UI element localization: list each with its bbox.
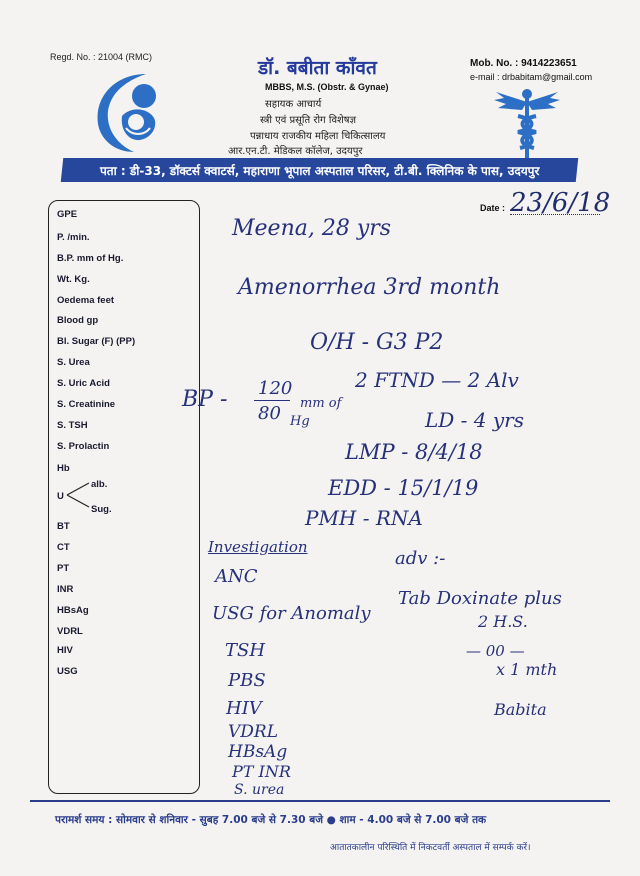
field-urine: U bbox=[57, 491, 64, 502]
urine-brace-icon bbox=[65, 479, 91, 509]
field-gpe: GPE bbox=[57, 209, 78, 220]
examination-panel bbox=[48, 200, 200, 794]
field-urea: S. Urea bbox=[57, 357, 90, 368]
investigation-hbsag: HBsAg bbox=[228, 742, 288, 762]
investigation-tsh: TSH bbox=[225, 640, 266, 661]
lmp-date: LMP - 8/4/18 bbox=[345, 440, 483, 464]
investigation-pt-inr: PT INR bbox=[232, 762, 291, 781]
doctor-degrees: MBBS, M.S. (Obstr. & Gynae) bbox=[265, 82, 389, 92]
bp-unit: mm of bbox=[300, 396, 342, 411]
field-uric-acid: S. Uric Acid bbox=[57, 378, 110, 389]
field-blood-group: Blood gp bbox=[57, 315, 99, 326]
last-delivery: LD - 4 yrs bbox=[425, 408, 524, 432]
field-bp: B.P. mm of Hg. bbox=[57, 253, 124, 264]
bp-label: BP - bbox=[182, 387, 228, 412]
investigation-anc: ANC bbox=[215, 566, 258, 587]
address-text: पता : डी-33, डॉक्टर्स क्वाटर्स, महाराणा भूपाल अस्पताल परिसर, टी.बी. क्लिनिक के पास, उदयपुर bbox=[99, 163, 540, 178]
field-vdrl: VDRL bbox=[57, 626, 83, 637]
bp-diastolic: 80 bbox=[258, 403, 281, 424]
complaint-line: Amenorrhea 3rd month bbox=[238, 275, 501, 300]
investigation-s-urea: S. urea bbox=[234, 782, 285, 798]
doctor-name: डॉ. बबीता कॉंवत bbox=[258, 57, 377, 79]
mobile-number: Mob. No. : 9414223651 bbox=[470, 58, 577, 69]
emergency-note: आतातकालीन परिस्थिति में निकटवर्ती अस्पताल में सम्पर्क करें। bbox=[330, 843, 531, 853]
field-hbsag: HBsAg bbox=[57, 605, 89, 616]
bp-systolic: 120 bbox=[258, 378, 293, 399]
field-hb: Hb bbox=[57, 463, 70, 474]
bp-fraction-line bbox=[254, 400, 290, 401]
field-blood-sugar: Bl. Sugar (F) (PP) bbox=[57, 336, 136, 347]
investigation-usg: USG for Anomaly bbox=[212, 603, 371, 624]
edd-date: EDD - 15/1/19 bbox=[328, 476, 479, 500]
caduceus-icon bbox=[492, 84, 562, 164]
medication-frequency: — 00 — bbox=[466, 642, 525, 660]
investigation-heading: Investigation bbox=[208, 538, 308, 556]
consultation-timing: परामर्श समय : सोमवार से शनिवार - सुबह 7.00 बजे से 7.30 बजे ● शाम - 4.00 बजे से 7.00 बजे तक bbox=[55, 814, 487, 826]
field-creatinine: S. Creatinine bbox=[57, 399, 116, 410]
specialty-line: स्त्री एवं प्रसूति रोग विशेषज्ञ bbox=[260, 115, 356, 126]
date-label: Date : bbox=[480, 203, 506, 213]
field-ct: CT bbox=[57, 542, 70, 553]
college-line: आर.एन.टी. मेडिकल कॉलेज, उदयपुर bbox=[228, 146, 363, 157]
investigation-pbs: PBS bbox=[228, 670, 266, 691]
hospital-line: पन्नाधाय राजकीय महिला चिकित्सालय bbox=[250, 131, 386, 142]
field-bt: BT bbox=[57, 521, 70, 532]
email-address: e-mail : drbabitam@gmail.com bbox=[470, 72, 593, 82]
field-inr: INR bbox=[57, 584, 74, 595]
field-tsh: S. TSH bbox=[57, 420, 88, 431]
field-sugar: Sug. bbox=[91, 504, 112, 515]
footer-divider bbox=[30, 800, 610, 802]
date-value: 23/6/18 bbox=[510, 188, 611, 218]
investigation-vdrl: VDRL bbox=[228, 722, 278, 742]
field-hiv: HIV bbox=[57, 645, 73, 656]
doctor-signature: Babita bbox=[494, 700, 547, 719]
medication-name: Tab Doxinate plus bbox=[398, 588, 562, 609]
patient-name-age: Meena, 28 yrs bbox=[232, 216, 392, 241]
previous-deliveries: 2 FTND — 2 Alv bbox=[355, 368, 519, 392]
investigation-hiv: HIV bbox=[226, 698, 262, 719]
designation-line: सहायक आचार्य bbox=[265, 99, 322, 110]
advice-label: adv :- bbox=[395, 548, 446, 569]
bp-unit-hg: Hg bbox=[290, 414, 310, 429]
medication-dose: 2 H.S. bbox=[478, 612, 528, 631]
obstetric-history: O/H - G3 P2 bbox=[310, 330, 444, 355]
registration-number: Regd. No. : 21004 (RMC) bbox=[50, 52, 153, 62]
field-usg: USG bbox=[57, 666, 78, 677]
field-pulse: P. /min. bbox=[57, 232, 90, 243]
field-weight: Wt. Kg. bbox=[57, 274, 90, 285]
field-pt: PT bbox=[57, 563, 70, 574]
field-prolactin: S. Prolactin bbox=[57, 441, 110, 452]
medication-duration: x 1 mth bbox=[496, 660, 558, 679]
address-banner bbox=[61, 158, 579, 182]
field-albumin: alb. bbox=[91, 479, 108, 490]
field-oedema: Oedema feet bbox=[57, 295, 115, 306]
clinic-logo bbox=[86, 66, 181, 156]
past-medical-history: PMH - RNA bbox=[305, 506, 423, 530]
